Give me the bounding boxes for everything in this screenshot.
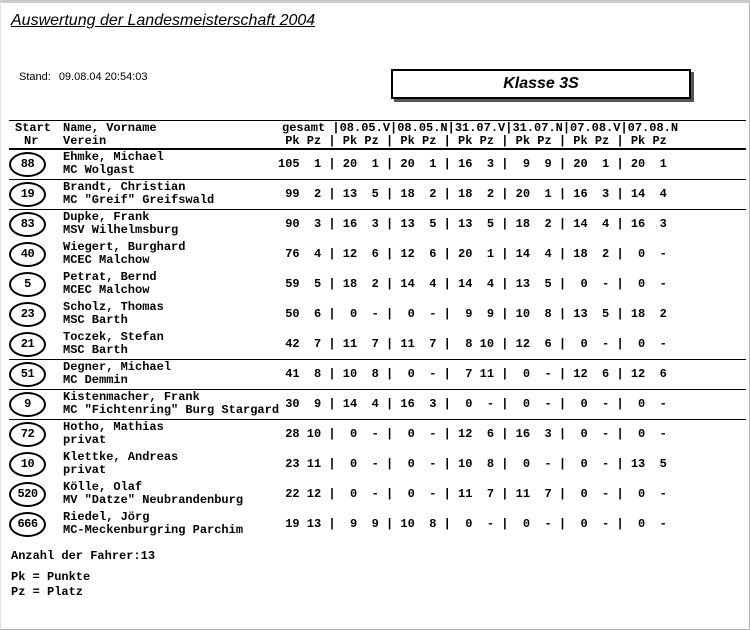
col-header-events-line: gesamt |08.05.V|08.05.N|31.07.V|31.07.N|07.08.V|07.08.N [282,121,679,135]
stand-line [19,71,148,83]
rider-count: Anzahl der Fahrer:13 [11,549,156,563]
row-scores: 105 1 | 20 1 | 20 1 | 16 3 | 9 9 | 20 1 | 20 1 [278,157,675,171]
start-number: 83 [20,217,35,231]
rider-club: MC Demmin [63,373,128,387]
col-header-pk-pz-line: Pk Pz | Pk Pz | Pk Pz | Pk Pz | Pk Pz | Pk Pz | Pk Pz [278,134,675,148]
rider-name: Petrat, Bernd [63,270,157,284]
legend-pk: Pk = Punkte [11,570,91,584]
start-number-oval [9,422,46,447]
col-header-start: Start [15,121,52,135]
start-number: 10 [20,457,35,471]
row-scores: 99 2 | 13 5 | 18 2 | 18 2 | 20 1 | 16 3 | 14 4 [278,187,675,201]
rider-name: Toczek, Stefan [63,330,164,344]
start-number: 88 [20,157,35,171]
rider-name: Kölle, Olaf [63,480,143,494]
report-title: Auswertung der Landesmeisterschaft 2004 [11,12,316,29]
start-number: 520 [17,487,38,501]
rider-name: Scholz, Thomas [63,300,164,314]
col-header-verein: Verein [63,134,107,148]
rider-block [63,151,164,177]
table-row [9,150,746,180]
rider-name: Klettke, Andreas [63,450,179,464]
table-row [9,240,746,270]
start-number: 5 [24,277,31,291]
table-row [9,510,746,540]
table-row [9,330,746,360]
start-number-oval [9,392,46,417]
table-row [9,360,746,390]
rider-block [63,451,178,477]
table-row [9,450,746,480]
rider-block [63,511,243,537]
start-number: 666 [17,517,38,531]
rider-name: Brandt, Christian [63,180,186,194]
rider-name: Dupke, Frank [63,210,150,224]
rider-club: MC "Greif" Greifswald [63,193,215,207]
table-body [9,150,746,540]
start-number: 72 [20,427,35,441]
start-number-oval [9,482,46,507]
table-row [9,390,746,420]
rider-club: MSC Barth [63,343,128,357]
start-number-oval [9,182,46,207]
rider-club: MSC Barth [63,313,128,327]
rider-club: MSV Wilhelmsburg [63,223,179,237]
legend-pz: Pz = Platz [11,585,84,599]
rider-name: Kistenmacher, Frank [63,390,200,404]
stand-label: Stand: [19,71,51,83]
stand-value: 09.08.04 20:54:03 [58,71,148,83]
rider-block [63,211,178,237]
row-scores: 50 6 | 0 - | 0 - | 9 9 | 10 8 | 13 5 | 18 2 [278,307,675,321]
rider-club: MC-Meckenburgring Parchim [63,523,244,537]
rider-block [63,421,164,447]
col-header-nr: Nr [24,134,39,148]
rider-block [63,481,243,507]
row-scores: 28 10 | 0 - | 0 - | 12 6 | 16 3 | 0 - | 0 - [278,427,675,441]
table-row [9,420,746,450]
rider-block [63,271,157,297]
start-number-oval [9,362,46,387]
start-number-oval [9,512,46,537]
row-scores: 90 3 | 16 3 | 13 5 | 13 5 | 18 2 | 14 4 | 16 3 [278,217,675,231]
row-scores: 23 11 | 0 - | 0 - | 10 8 | 0 - | 0 - | 13 5 [278,457,675,471]
rider-block [63,331,164,357]
table-row [9,300,746,330]
start-number: 19 [20,187,35,201]
rider-club: MC Wolgast [63,163,136,177]
rider-block [63,241,185,267]
row-scores: 30 9 | 14 4 | 16 3 | 0 - | 0 - | 0 - | 0 - [278,397,675,411]
rider-name: Degner, Michael [63,360,172,374]
class-box [391,69,691,99]
table-row [9,180,746,210]
class-name: Klasse 3S [503,75,579,92]
start-number-oval [9,272,46,297]
row-scores: 41 8 | 10 8 | 0 - | 7 11 | 0 - | 12 6 | 12 6 [278,367,675,381]
start-number-oval [9,332,46,357]
results-table [9,120,746,540]
rider-club: MV "Datze" Neubrandenburg [63,493,244,507]
rider-club: MCEC Malchow [63,283,150,297]
rider-name: Ehmke, Michael [63,150,164,164]
start-number: 40 [20,247,35,261]
col-header-name: Name, Vorname [63,121,157,135]
rider-block [63,361,171,387]
start-number: 23 [20,307,35,321]
rider-club: privat [63,463,107,477]
row-scores: 76 4 | 12 6 | 12 6 | 20 1 | 14 4 | 18 2 | 0 - [278,247,675,261]
rider-club: MC "Fichtenring" Burg Stargard [63,403,280,417]
table-row [9,210,746,240]
table-row [9,480,746,510]
rider-name: Riedel, Jörg [63,510,150,524]
start-number-oval [9,452,46,477]
start-number-oval [9,242,46,267]
row-scores: 22 12 | 0 - | 0 - | 11 7 | 11 7 | 0 - | 0 - [278,487,675,501]
start-number: 21 [20,337,35,351]
start-number: 51 [20,367,35,381]
row-scores: 59 5 | 18 2 | 14 4 | 14 4 | 13 5 | 0 - | 0 - [278,277,675,291]
start-number-oval [9,302,46,327]
rider-block [63,301,164,327]
start-number: 9 [24,397,31,411]
rider-club: privat [63,433,107,447]
start-number-oval [9,212,46,237]
rider-club: MCEC Malchow [63,253,150,267]
rider-block [63,391,279,417]
table-row [9,270,746,300]
rider-block [63,181,214,207]
table-header [9,120,746,150]
rider-name: Hotho, Mathias [63,420,164,434]
rider-name: Wiegert, Burghard [63,240,186,254]
start-number-oval [9,152,46,177]
row-scores: 19 13 | 9 9 | 10 8 | 0 - | 0 - | 0 - | 0 - [278,517,675,531]
row-scores: 42 7 | 11 7 | 11 7 | 8 10 | 12 6 | 0 - | 0 - [278,337,675,351]
